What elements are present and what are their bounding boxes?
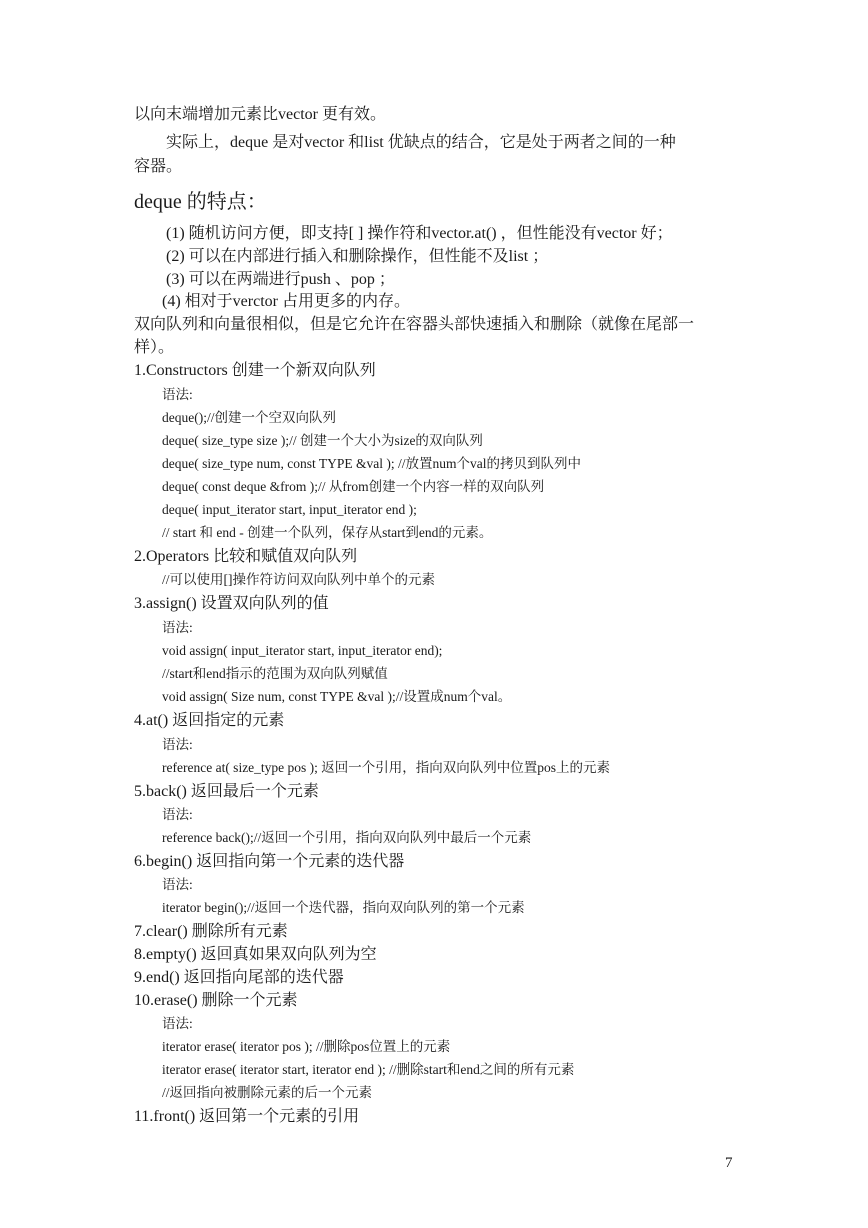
section-3-code-3: void assign( Size num, const TYPE &val );//设置成num个val。 — [162, 689, 512, 704]
section-2-code-1: //可以使用[]操作符访问双向队列中单个的元素 — [162, 572, 435, 587]
section-1-syntax-label: 语法: — [162, 387, 193, 402]
section-1-code-3: deque( size_type num, const TYPE &val ); //放置num个val的拷贝到队列中 — [162, 456, 581, 471]
section-11-title: 11.front() 返回第一个元素的引用 — [134, 1108, 360, 1125]
section-10-syntax-label: 语法: — [162, 1016, 193, 1031]
feature-item-1: (1) 随机访问方便，即支持[ ] 操作符和vector.at() ，但性能没有vector 好； — [166, 225, 673, 242]
intro-line-1: 以向末端增加元素比vector 更有效。 — [134, 106, 386, 123]
feature-item-2: (2) 可以在内部进行插入和删除操作，但性能不及list ； — [166, 248, 549, 265]
page-number: 7 — [725, 1155, 733, 1171]
section-10-code-2: iterator erase( iterator start, iterator end ); //删除start和end之间的所有元素 — [162, 1062, 575, 1077]
section-5-title: 5.back() 返回最后一个元素 — [134, 783, 319, 800]
section-2-title: 2.Operators 比较和赋值双向队列 — [134, 548, 358, 565]
intro-line-2: 实际上，deque 是对vector 和list 优缺点的结合，它是处于两者之间的一种 — [166, 134, 676, 151]
section-4-code-1: reference at( size_type pos ); 返回一个引用，指向双向队列中位置pos上的元素 — [162, 760, 611, 775]
section-3-syntax-label: 语法: — [162, 620, 193, 635]
section-4-syntax-label: 语法: — [162, 737, 193, 752]
features-heading: deque 的特点： — [134, 191, 267, 213]
section-8-title: 8.empty() 返回真如果双向队列为空 — [134, 946, 377, 963]
section-3-code-2: //start和end指示的范围为双向队列赋值 — [162, 666, 388, 681]
section-1-code-1: deque();//创建一个空双向队列 — [162, 410, 336, 425]
section-1-code-5: deque( input_iterator start, input_iterator end ); — [162, 502, 417, 517]
section-6-syntax-label: 语法: — [162, 877, 193, 892]
description-line-1: 双向队列和向量很相似，但是它允许在容器头部快速插入和删除（就像在尾部一 — [134, 316, 695, 333]
feature-item-4: (4) 相对于verctor 占用更多的内存。 — [162, 293, 410, 310]
section-5-syntax-label: 语法: — [162, 807, 193, 822]
section-10-title: 10.erase() 删除一个元素 — [134, 992, 298, 1009]
section-10-code-1: iterator erase( iterator pos ); //删除pos位置上的元素 — [162, 1039, 451, 1054]
section-5-code-1: reference back();//返回一个引用，指向双向队列中最后一个元素 — [162, 830, 532, 845]
section-3-title: 3.assign() 设置双向队列的值 — [134, 595, 329, 612]
description-line-2: 样）。 — [134, 339, 175, 356]
intro-line-3: 容器。 — [134, 158, 183, 175]
feature-item-3: (3) 可以在两端进行push 、pop ； — [166, 271, 395, 288]
section-4-title: 4.at() 返回指定的元素 — [134, 712, 285, 729]
section-1-title: 1.Constructors 创建一个新双向队列 — [134, 362, 376, 379]
section-6-code-1: iterator begin();//返回一个迭代器，指向双向队列的第一个元素 — [162, 900, 525, 915]
section-9-title: 9.end() 返回指向尾部的迭代器 — [134, 969, 344, 986]
section-1-code-6: // start 和 end - 创建一个队列，保存从start到end的元素。 — [162, 525, 493, 540]
section-10-code-3: //返回指向被删除元素的后一个元素 — [162, 1085, 373, 1100]
section-1-code-4: deque( const deque &from );// 从from创建一个内容一样的双向队列 — [162, 479, 545, 494]
section-6-title: 6.begin() 返回指向第一个元素的迭代器 — [134, 853, 405, 870]
section-1-code-2: deque( size_type size );// 创建一个大小为size的双向队列 — [162, 433, 483, 448]
section-7-title: 7.clear() 删除所有元素 — [134, 923, 288, 940]
section-3-code-1: void assign( input_iterator start, input_iterator end); — [162, 643, 443, 658]
